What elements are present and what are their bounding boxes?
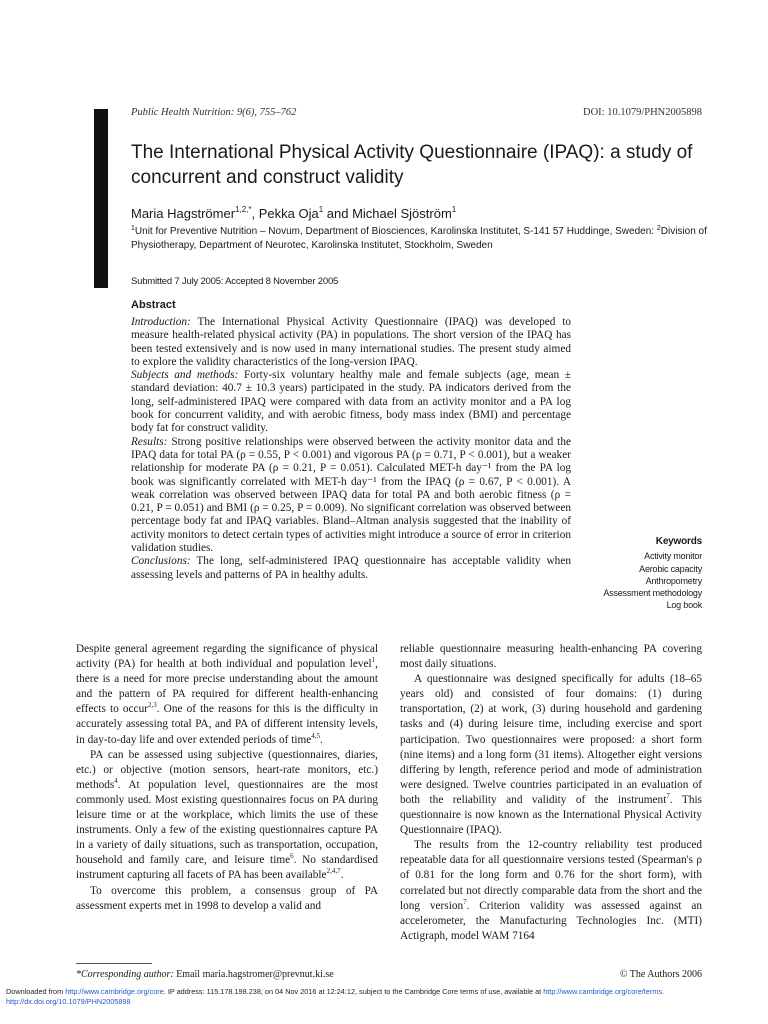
- author-name: Maria Hagströmer: [131, 206, 236, 221]
- body-paragraph: [400, 838, 702, 944]
- body-text: , there is a need for more precise understanding about the amount and the pattern of PA required for different health-enhancing effects to occur: [76, 658, 378, 716]
- cambridge-core-link[interactable]: http://www.cambridge.org/core: [65, 987, 164, 996]
- body-text: . At population level, questionnaires are the most commonly used. Most existing questionnaires focus on PA during leisure time or at the workplace, which limits the use of these instruments. Only a few of the existing questionnaires capture PA in a variety of daily situations, such as transportation, occupation, household and family care, and leisure time: [76, 778, 378, 867]
- affiliation-sup: 1: [131, 225, 135, 232]
- terms-link[interactable]: http://www.cambridge.org/core/terms: [543, 987, 663, 996]
- keyword-item: Assessment methodology: [603, 588, 702, 599]
- keywords-heading: Keywords: [655, 536, 702, 547]
- author-affiliation-sup: 1,2,: [235, 205, 249, 214]
- footnote-email[interactable]: Email maria.hagstromer@prevnut.ki.se: [173, 969, 334, 980]
- abstract-results: [131, 436, 571, 556]
- abstract-body: [131, 316, 571, 582]
- affiliation-text: Unit for Preventive Nutrition – Novum, Department of Biosciences, Karolinska Institutet, S-141 57 Huddinge, Sweden:: [134, 226, 657, 237]
- body-paragraph: [76, 642, 378, 748]
- body-text: Despite general agreement regarding the significance of physical activity (PA) for health at both individual and population level: [76, 643, 378, 671]
- body-paragraph: [400, 672, 702, 838]
- body-column-left: [76, 642, 378, 914]
- citation-sup: 4,5: [311, 731, 321, 740]
- journal-reference: Public Health Nutrition: 9(6), 755–762: [131, 107, 297, 118]
- copyright-notice: © The Authors 2006: [619, 969, 702, 980]
- body-paragraph: [76, 748, 378, 884]
- body-text: .: [340, 869, 344, 882]
- author-list: [131, 205, 456, 221]
- decorative-sidebar-bar: [94, 109, 108, 288]
- citation-sup: 2,4,7: [326, 867, 341, 876]
- citation-sup: 7: [463, 897, 467, 906]
- doi: DOI: 10.1079/PHN2005898: [582, 107, 702, 118]
- body-text: . No standardised instrument capturing all facets of PA has been available: [76, 854, 378, 882]
- author-separator: and: [323, 206, 353, 221]
- body-text: A questionnaire was designed specifically for adults (18–65 years old) and consisted of four domains: (1) during transportation, (2) at work, (3) during household and gardening tasks and (4) during leisure time, including exercise and sport participation. Two questionnaires were proposed: a short form (nine items) and a long form (31 items). Altogether eight versions differing by length, reference period and mode of administration were designed. Twelve countries participated in an evaluation of both the reliability and validity of the instrument: [400, 673, 702, 806]
- author-name: Pekka Oja: [258, 206, 319, 221]
- abstract-heading: Abstract: [131, 299, 176, 311]
- footnote-label: *Corresponding author:: [76, 969, 174, 980]
- keyword-item: Log book: [666, 600, 702, 611]
- affiliation-sup: 2: [656, 225, 661, 232]
- abstract-conclusions: [131, 555, 571, 582]
- doi-link[interactable]: http://dx.doi.org/10.1079/PHN2005898: [6, 997, 131, 1006]
- abstract-section-text: Forty-six voluntary healthy male and female subjects (age, mean ± standard deviation: 40.7 ± 10.3 years) participated in the study. PA indicators derived from the long, self-administered IPAQ were compared with data from an activity monitor and a PA log book for concurrent validity, and with aerobic fitness, body mass index (BMI) and percentage body fat for construct validity.: [131, 369, 572, 435]
- citation-sup: 7: [666, 791, 670, 800]
- citation-sup: 4: [114, 776, 118, 785]
- author-name: Michael Sjöström: [352, 206, 452, 221]
- abstract-introduction: [131, 316, 571, 369]
- body-text: The results from the 12-country reliability test produced repeatable data for all questionnaire versions tested (Spearman's ρ of 0.81 for the long form and 0.76 for the short form), with correlated but not directly comparable data from the short and the long version: [400, 839, 702, 912]
- citation-sup: 2,3: [148, 701, 157, 710]
- footnote-divider: [76, 963, 152, 964]
- body-text: . Criterion validity was assessed against an accelerometer, the Manufacturing Technologies Inc. (MTI) Actigraph, model WAM 7164: [400, 899, 703, 942]
- download-notice: [6, 987, 762, 1007]
- article-title: The International Physical Activity Questionnaire (IPAQ): a study of concurrent and construct validity: [131, 142, 693, 188]
- author-affiliation-sup: 1: [318, 205, 324, 214]
- abstract-methods: [131, 369, 571, 435]
- body-paragraph: reliable questionnaire measuring health-enhancing PA covering most daily situations.: [400, 643, 702, 671]
- abstract-section-label: Introduction:: [131, 316, 191, 328]
- keyword-item: Activity monitor: [644, 551, 702, 562]
- body-text: . One of the reasons for this is the difficulty in accurately assessing total PA, and PA of different intensity levels, in day-to-day life and over extended periods of time: [76, 703, 379, 746]
- download-text: Downloaded from: [6, 987, 66, 996]
- abstract-section-text: The long, self-administered IPAQ questionnaire has acceptable validity when assessing levels and patterns of PA in healthy adults.: [131, 555, 571, 581]
- download-text: . IP address: 115.178.198.238, on 04 Nov 2016 at 12:24:12, subject to the Cambridge Core terms of use, available at: [163, 987, 544, 996]
- corresponding-star: *: [248, 205, 252, 214]
- abstract-section-label: Results:: [131, 435, 168, 448]
- download-text: .: [662, 987, 665, 996]
- abstract-section-text: Strong positive relationships were observed between the activity monitor data and the IPAQ data for total PA (ρ = 0.55, P < 0.001) and vigorous PA (ρ = 0.71, P < 0.001), but a weaker relationship for moderate PA (ρ = 0.21, P = 0.051). Calculated MET-h day⁻¹ from the PA log book was significantly correlated with MET-h day⁻¹ from the IPAQ (ρ = 0.67, P < 0.001). A weak correlation was observed between IPAQ data for total PA and both aerobic fitness (ρ = 0.21, P = 0.051) and BMI (ρ = 0.25, P = 0.009). No significant correlation was observed between percentage body fat and IPAQ variables. Bland–Altman analysis suggested that the inability of activity monitors to detect certain types of activities might introduce a source of error in criterion validation studies.: [131, 435, 571, 555]
- submission-dates: Submitted 7 July 2005: Accepted 8 November 2005: [131, 276, 339, 287]
- body-text: PA can be assessed using subjective (questionnaires, diaries, etc.) or objective (motion sensors, heart-rate monitors, etc.) methods: [76, 748, 378, 791]
- citation-sup: 6: [290, 852, 294, 861]
- keywords-box: [552, 536, 702, 612]
- body-paragraph: To overcome this problem, a consensus group of PA assessment experts met in 1998 to develop a valid and: [76, 884, 378, 912]
- abstract-section-text: The International Physical Activity Questionnaire (IPAQ) was developed to measure health-related physical activity (PA) in populations. The short version of the IPAQ has been tested extensively and is now used in many international studies. The present study aimed to explore the validity characteristics of the long-version IPAQ.: [131, 316, 571, 368]
- author-affiliation-sup: 1: [451, 205, 457, 214]
- keyword-item: Aerobic capacity: [639, 563, 702, 574]
- author-separator: ,: [251, 206, 259, 221]
- corresponding-author-footnote: [76, 969, 334, 980]
- abstract-section-label: Conclusions:: [131, 555, 191, 568]
- abstract-section-label: Subjects and methods:: [131, 369, 239, 382]
- body-text: . This questionnaire is now known as the International Physical Activity Questionnaire (IPAQ).: [400, 793, 703, 837]
- citation-sup: 1: [371, 656, 376, 665]
- affiliation-text: Division of Physiotherapy, Department of Neurotec, Karolinska Institutet, Stockholm, Sweden: [131, 226, 707, 251]
- body-column-right: [400, 642, 702, 944]
- affiliations: [131, 222, 721, 253]
- body-text: .: [320, 733, 323, 746]
- keyword-item: Anthropometry: [645, 575, 702, 586]
